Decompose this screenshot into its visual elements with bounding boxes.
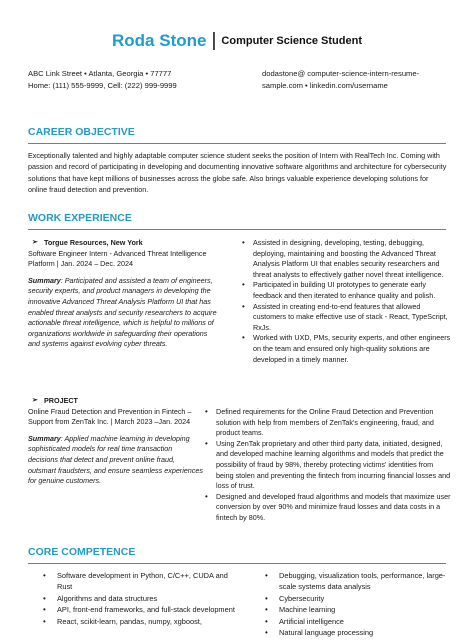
section-title-work-experience: WORK EXPERIENCE (28, 212, 132, 224)
section-divider (28, 563, 446, 564)
list-item: • API, front-end frameworks, and full-stack development (40, 604, 240, 615)
list-item: • Algorithms and data structures (40, 593, 240, 604)
section-title-core-competence: CORE COMPETENCE (28, 546, 136, 558)
list-item: • Artificial intelligence (262, 616, 462, 627)
summary-text: : Applied machine learning in developing sophisticated models for real time transaction decisions that detect and prevent online fraud, outsmart fraudsters, and ensure seamless experiences for genuine customers. (28, 433, 203, 486)
list-item: • Software development in Python, C/C++, CUDA and Rust (40, 570, 240, 593)
arrow-icon: ➢ (32, 239, 38, 246)
skills-list-right (262, 570, 462, 638)
candidate-name: Roda Stone (112, 31, 207, 50)
contact-phones: Home: (111) 555-9999, Cell: (222) 999-9999 (28, 81, 177, 90)
list-item: • Using ZenTak proprietary and other third party data, initiated, designed, and developed machine learning algorithms and models that predict the possibility of fraud by 98%, thereby protecting victims' identities from being stolen and preventing the fintech from incurring financial losses and loss of trust. (205, 439, 451, 492)
section-title-career-objective: CAREER OBJECTIVE (28, 126, 135, 138)
summary-text: : Participated and assisted a team of engineers, security experts, and product managers in developing the innovative Advanced Threat Analysis Platform UI that has enabled threat analysts and security researchers to acquire actionable threat intelligence, which is helpful to millions of organizations worldwide in safeguarding their operations and systems against evolving cyber threats. (28, 275, 217, 349)
list-item: • Participated in building UI prototypes to generate early feedback and then iterated to enhance quality and polish. (242, 280, 452, 301)
job-role: Online Fraud Detection and Prevention in Fintech – Support from ZenTak Inc. | March 2023 –Jan. 2024 (28, 406, 192, 427)
list-item: • Designed and developed fraud algorithms and models that maximize user conversion by over 90% and minimize fraud losses and data costs in a fintech by 80%. (205, 492, 451, 524)
career-objective-text: Exceptionally talented and highly adaptable computer science student seeks the position of Intern with RealTech Inc. Coming with passion and record of participating in developing and documenting innovative software algorithms and architecture for cybersecurity solutions that have kept millions of businesses across the globe safe. Also brings valuable experience developing solutions for online fraud detection and prevention. (28, 151, 447, 195)
contact-email-line-1: dodastone@ computer-science-intern-resume- (262, 69, 420, 78)
job-bullets-project (205, 407, 451, 524)
summary-label: Summary (28, 433, 61, 443)
arrow-icon: ➢ (32, 397, 38, 404)
list-item: • Machine learning (262, 604, 462, 615)
contact-address: ABC Link Street • Atlanta, Georgia • 77777 (28, 69, 172, 78)
job-entry-torgue (28, 238, 218, 350)
job-company (28, 396, 203, 407)
job-bullets-torgue (242, 238, 452, 365)
list-item: • Worked with UXD, PMs, security experts, and other engineers on the team and ensured only high-quality solutions are developed in a timely manner. (242, 333, 452, 365)
list-item: • Defined requirements for the Online Fraud Detection and Prevention solution with help from members of ZenTak's engineering, fraud, and product teams. (205, 407, 451, 439)
job-summary (28, 434, 203, 487)
job-summary (28, 276, 218, 350)
list-item: • Debugging, visualization tools, performance, large-scale systems data analysis (262, 570, 462, 593)
list-item: • Assisted in creating end-to-end features that allowed customers to make effective use of stack - React, TypeScript, RxJs. (242, 302, 452, 334)
list-item: • Cybersecurity (262, 593, 462, 604)
job-entry-project (28, 396, 203, 487)
job-company-name: PROJECT (44, 396, 78, 405)
job-company (28, 238, 218, 249)
contact-email-line-2: sample.com • linkedin.com/username (262, 81, 388, 90)
skills-list-left (40, 570, 240, 627)
contact-online-block (262, 68, 462, 92)
section-divider (28, 229, 446, 230)
header-separator: | (211, 30, 217, 51)
job-company-name: Torgue Resources, New York (44, 238, 143, 247)
list-item: • React, scikit-learn, pandas, numpy, xgboost, (40, 616, 240, 627)
candidate-title: Computer Science Student (221, 35, 362, 47)
contact-address-block (28, 68, 238, 92)
job-role: Software Engineer Intern - Advanced Threat Intelligence Platform | Jan. 2024 – Dec. 2024 (28, 248, 207, 269)
list-item: • Assisted in designing, developing, testing, debugging, deploying, maintaining and boosting the Advanced Threat Analysis Platform UI that enables security researchers and threat analysts to effectively gather novel threat intelligence. (242, 238, 452, 280)
summary-label: Summary (28, 275, 61, 285)
list-item: • Natural language processing (262, 627, 462, 638)
section-divider (28, 143, 446, 144)
resume-header (0, 30, 474, 52)
